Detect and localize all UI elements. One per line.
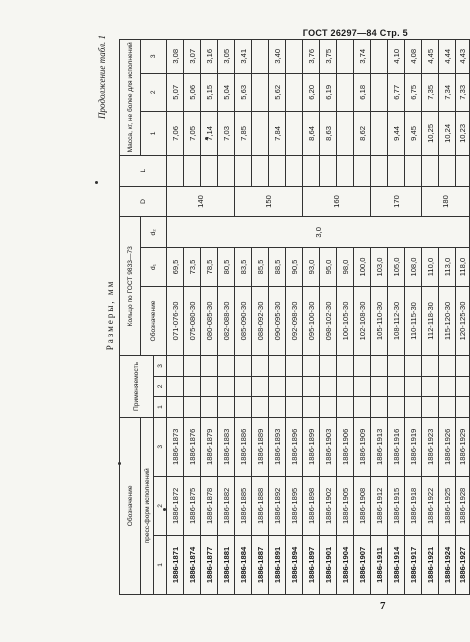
- designation-3: 1886-1893: [269, 417, 286, 476]
- col-L: L: [120, 155, 167, 186]
- ring-d1: 118,0: [456, 248, 470, 287]
- col-num-3: 3: [154, 417, 167, 476]
- mass-1: [286, 112, 303, 156]
- col-app-1: 1: [154, 397, 167, 418]
- mass-3: 4,43: [456, 40, 470, 74]
- designation-1: 1886-1904: [337, 535, 354, 594]
- diameter-D: 150: [235, 186, 303, 217]
- designation-2: 1886-1905: [337, 476, 354, 535]
- mass-3: 3,74: [354, 40, 371, 74]
- applicability-1: [252, 397, 269, 418]
- ring-d1: 80,5: [218, 248, 235, 287]
- designation-3: 1886-1913: [371, 417, 388, 476]
- mass-3: 4,10: [388, 40, 405, 74]
- designation-1: 1886-1897: [303, 535, 320, 594]
- applicability-1: [320, 397, 337, 418]
- designation-2: 1886-1928: [456, 476, 470, 535]
- mass-1: [252, 112, 269, 156]
- ring-designation: 098-102-30: [320, 286, 337, 355]
- applicability-1: [286, 397, 303, 418]
- table-continuation-label: Продолжение табл. 1: [97, 35, 107, 119]
- mass-2: [371, 73, 388, 112]
- mass-3: 3,07: [184, 40, 201, 74]
- applicability-2: [422, 376, 439, 397]
- table-row: [456, 40, 470, 595]
- designation-1: 1886-1874: [184, 535, 201, 594]
- ring-d1: 88,5: [269, 248, 286, 287]
- designation-3: 1886-1929: [456, 417, 470, 476]
- applicability-2: [201, 376, 218, 397]
- designation-2: 1886-1902: [320, 476, 337, 535]
- col-applicability: Применяемость: [120, 356, 154, 418]
- mass-3: [371, 40, 388, 74]
- col-ring-standard: Кольцо по ГОСТ 9833—73: [120, 217, 141, 356]
- applicability-1: [371, 397, 388, 418]
- col-mass-3: 3: [141, 40, 167, 74]
- designation-2: 1886-1912: [371, 476, 388, 535]
- applicability-2: [354, 376, 371, 397]
- ring-d1: 103,0: [371, 248, 388, 287]
- col-ring-designation: Обозначение: [141, 286, 167, 355]
- page-number: 7: [380, 600, 386, 612]
- designation-1: 1886-1917: [405, 535, 422, 594]
- applicability-2: [167, 376, 184, 397]
- table-row: [167, 40, 184, 595]
- designation-1: 1886-1884: [235, 535, 252, 594]
- designation-3: 1886-1879: [201, 417, 218, 476]
- mass-1: 7,84: [269, 112, 286, 156]
- designation-1: 1886-1894: [286, 535, 303, 594]
- ring-d1: 98,0: [337, 248, 354, 287]
- diameter-D: 140: [167, 186, 235, 217]
- col-press-forms: пресс-форм исполнений: [141, 417, 154, 594]
- ring-d1: 100,0: [354, 248, 371, 287]
- table-row: [405, 40, 422, 595]
- ring-designation: 102-108-30: [354, 286, 371, 355]
- ring-d1: 105,0: [388, 248, 405, 287]
- length-L: [456, 155, 470, 186]
- mass-3: 3,05: [218, 40, 235, 74]
- applicability-3: [167, 356, 184, 377]
- col-app-3: 3: [154, 356, 167, 377]
- table-row: [286, 40, 303, 595]
- length-L: [405, 155, 422, 186]
- ring-designation: 095-100-30: [303, 286, 320, 355]
- ring-designation: 120-125-30: [456, 286, 470, 355]
- ring-d1: 78,5: [201, 248, 218, 287]
- applicability-2: [269, 376, 286, 397]
- applicability-2: [439, 376, 456, 397]
- mass-3: 3,16: [201, 40, 218, 74]
- col-num-1: 1: [154, 535, 167, 594]
- mass-2: [286, 73, 303, 112]
- mass-1: 7,03: [218, 112, 235, 156]
- mass-3: [252, 40, 269, 74]
- length-L: [269, 155, 286, 186]
- mass-1: 7,05: [184, 112, 201, 156]
- mass-2: 6,18: [354, 73, 371, 112]
- applicability-3: [218, 356, 235, 377]
- designation-3: 1886-1916: [388, 417, 405, 476]
- ring-d1: 85,5: [252, 248, 269, 287]
- designation-2: 1886-1908: [354, 476, 371, 535]
- designation-2: 1886-1915: [388, 476, 405, 535]
- designation-2: 1886-1922: [422, 476, 439, 535]
- mass-1: 8,64: [303, 112, 320, 156]
- ring-designation: 080-085-30: [201, 286, 218, 355]
- applicability-3: [269, 356, 286, 377]
- applicability-2: [184, 376, 201, 397]
- ring-designation: 105-110-30: [371, 286, 388, 355]
- ring-d2: 3,0: [167, 217, 470, 248]
- ring-designation: 092-098-30: [286, 286, 303, 355]
- applicability-2: [337, 376, 354, 397]
- length-L: [422, 155, 439, 186]
- col-app-2: 2: [154, 376, 167, 397]
- mass-1: 8,62: [354, 112, 371, 156]
- length-L: [337, 155, 354, 186]
- ring-d1: 73,5: [184, 248, 201, 287]
- table-title: Размеры, мм: [105, 279, 115, 351]
- designation-1: 1886-1911: [371, 535, 388, 594]
- designation-2: 1886-1882: [218, 476, 235, 535]
- applicability-1: [235, 397, 252, 418]
- designation-2: 1886-1895: [286, 476, 303, 535]
- designation-2: 1886-1925: [439, 476, 456, 535]
- table-row: [320, 40, 337, 595]
- designation-3: 1886-1926: [439, 417, 456, 476]
- mass-2: 5,07: [167, 73, 184, 112]
- designation-3: 1886-1909: [354, 417, 371, 476]
- table-row: [371, 40, 388, 595]
- length-L: [371, 155, 388, 186]
- ring-d1: 93,0: [303, 248, 320, 287]
- applicability-1: [456, 397, 470, 418]
- ring-designation: 112-118-30: [422, 286, 439, 355]
- mass-2: 7,35: [422, 73, 439, 112]
- mass-2: 5,06: [184, 73, 201, 112]
- ring-designation: 071-076-30: [167, 286, 184, 355]
- ring-d1: 90,5: [286, 248, 303, 287]
- ring-designation: 085-090-30: [235, 286, 252, 355]
- rotated-table-block: [97, 35, 467, 595]
- mass-3: 3,08: [167, 40, 184, 74]
- ring-designation: 110-115-30: [405, 286, 422, 355]
- mass-2: 5,63: [235, 73, 252, 112]
- designation-3: 1886-1903: [320, 417, 337, 476]
- designation-1: 1886-1907: [354, 535, 371, 594]
- mass-3: 3,41: [235, 40, 252, 74]
- applicability-3: [320, 356, 337, 377]
- applicability-3: [235, 356, 252, 377]
- applicability-3: [184, 356, 201, 377]
- designation-3: 1886-1899: [303, 417, 320, 476]
- applicability-2: [252, 376, 269, 397]
- ring-designation: 088-092-30: [252, 286, 269, 355]
- applicability-1: [388, 397, 405, 418]
- length-L: [235, 155, 252, 186]
- mass-2: 6,77: [388, 73, 405, 112]
- applicability-1: [337, 397, 354, 418]
- designation-3: 1886-1906: [337, 417, 354, 476]
- mass-2: 5,04: [218, 73, 235, 112]
- length-L: [201, 155, 218, 186]
- page-header: ГОСТ 26297—84 Стр. 5: [302, 28, 408, 38]
- applicability-3: [201, 356, 218, 377]
- table-row: [439, 40, 456, 595]
- applicability-3: [405, 356, 422, 377]
- col-mass-1: 1: [141, 112, 167, 156]
- dimensions-table: [119, 39, 470, 595]
- designation-3: 1886-1873: [167, 417, 184, 476]
- table-row: [184, 40, 201, 595]
- applicability-1: [303, 397, 320, 418]
- applicability-1: [439, 397, 456, 418]
- mass-3: [337, 40, 354, 74]
- ring-d1: 95,0: [320, 248, 337, 287]
- mass-2: 6,19: [320, 73, 337, 112]
- table-row: [269, 40, 286, 595]
- diameter-D: 180: [422, 186, 470, 217]
- table-body: [167, 40, 470, 595]
- mass-1: 9,45: [405, 112, 422, 156]
- mass-1: 7,85: [235, 112, 252, 156]
- mass-3: 4,44: [439, 40, 456, 74]
- designation-1: 1886-1891: [269, 535, 286, 594]
- mass-1: [371, 112, 388, 156]
- ring-designation: 100-105-30: [337, 286, 354, 355]
- designation-3: 1886-1889: [252, 417, 269, 476]
- table-row: [337, 40, 354, 595]
- table-row: [388, 40, 405, 595]
- mass-1: 7,14: [201, 112, 218, 156]
- length-L: [218, 155, 235, 186]
- mass-2: 6,20: [303, 73, 320, 112]
- col-d2: d₂: [141, 217, 167, 248]
- applicability-1: [269, 397, 286, 418]
- mass-2: [337, 73, 354, 112]
- length-L: [354, 155, 371, 186]
- designation-1: 1886-1914: [388, 535, 405, 594]
- applicability-1: [422, 397, 439, 418]
- mass-2: 7,33: [456, 73, 470, 112]
- table-row: [422, 40, 439, 595]
- col-designation: Обозначение: [120, 417, 141, 594]
- applicability-3: [439, 356, 456, 377]
- applicability-3: [422, 356, 439, 377]
- table-row: [235, 40, 252, 595]
- ring-designation: 082-088-30: [218, 286, 235, 355]
- applicability-2: [388, 376, 405, 397]
- length-L: [439, 155, 456, 186]
- length-L: [167, 155, 184, 186]
- designation-3: 1886-1883: [218, 417, 235, 476]
- designation-1: 1886-1871: [167, 535, 184, 594]
- ring-d1: 113,0: [439, 248, 456, 287]
- designation-1: 1886-1921: [422, 535, 439, 594]
- length-L: [184, 155, 201, 186]
- mass-1: 8,63: [320, 112, 337, 156]
- applicability-2: [303, 376, 320, 397]
- applicability-1: [167, 397, 184, 418]
- col-D: D: [120, 186, 167, 217]
- mass-2: 5,15: [201, 73, 218, 112]
- designation-3: 1886-1876: [184, 417, 201, 476]
- ring-designation: 108-112-30: [388, 286, 405, 355]
- designation-1: 1886-1877: [201, 535, 218, 594]
- designation-1: 1886-1887: [252, 535, 269, 594]
- designation-2: 1886-1875: [184, 476, 201, 535]
- col-num-2: 2: [154, 476, 167, 535]
- applicability-3: [303, 356, 320, 377]
- mass-2: 7,34: [439, 73, 456, 112]
- mass-3: 4,08: [405, 40, 422, 74]
- applicability-2: [235, 376, 252, 397]
- length-L: [320, 155, 337, 186]
- mass-1: 10,23: [456, 112, 470, 156]
- col-mass-2: 2: [141, 73, 167, 112]
- designation-2: 1886-1888: [252, 476, 269, 535]
- col-mass: Масса, кг, не более для исполнений: [120, 40, 141, 156]
- applicability-2: [286, 376, 303, 397]
- designation-1: 1886-1901: [320, 535, 337, 594]
- mass-3: [286, 40, 303, 74]
- table-row: [252, 40, 269, 595]
- ring-d1: 69,5: [167, 248, 184, 287]
- applicability-2: [405, 376, 422, 397]
- applicability-3: [337, 356, 354, 377]
- designation-2: 1886-1872: [167, 476, 184, 535]
- applicability-3: [354, 356, 371, 377]
- mass-3: 3,75: [320, 40, 337, 74]
- length-L: [286, 155, 303, 186]
- table-row: [201, 40, 218, 595]
- ring-designation: 075-080-30: [184, 286, 201, 355]
- mass-3: 3,76: [303, 40, 320, 74]
- designation-3: 1886-1919: [405, 417, 422, 476]
- mass-3: 4,45: [422, 40, 439, 74]
- designation-2: 1886-1878: [201, 476, 218, 535]
- designation-1: 1886-1881: [218, 535, 235, 594]
- mass-2: 5,62: [269, 73, 286, 112]
- applicability-2: [218, 376, 235, 397]
- table-row: [354, 40, 371, 595]
- mass-3: 3,40: [269, 40, 286, 74]
- applicability-1: [201, 397, 218, 418]
- length-L: [252, 155, 269, 186]
- applicability-1: [184, 397, 201, 418]
- mass-1: 7,06: [167, 112, 184, 156]
- col-d1: d₁: [141, 248, 167, 287]
- designation-3: 1886-1886: [235, 417, 252, 476]
- applicability-2: [320, 376, 337, 397]
- table-row: [303, 40, 320, 595]
- ring-designation: 115-120-30: [439, 286, 456, 355]
- ring-d1: 83,5: [235, 248, 252, 287]
- diameter-D: 160: [303, 186, 371, 217]
- scan-speck: [95, 181, 98, 184]
- mass-1: 10,24: [439, 112, 456, 156]
- ring-d1: 110,0: [422, 248, 439, 287]
- designation-1: 1886-1924: [439, 535, 456, 594]
- designation-2: 1886-1885: [235, 476, 252, 535]
- diameter-D: 170: [371, 186, 422, 217]
- applicability-3: [456, 356, 470, 377]
- ring-d1: 108,0: [405, 248, 422, 287]
- designation-2: 1886-1892: [269, 476, 286, 535]
- designation-3: 1886-1896: [286, 417, 303, 476]
- applicability-2: [371, 376, 388, 397]
- applicability-2: [456, 376, 470, 397]
- applicability-1: [405, 397, 422, 418]
- mass-1: 10,25: [422, 112, 439, 156]
- length-L: [388, 155, 405, 186]
- table-row: [218, 40, 235, 595]
- designation-3: 1886-1923: [422, 417, 439, 476]
- applicability-1: [218, 397, 235, 418]
- applicability-3: [286, 356, 303, 377]
- applicability-3: [388, 356, 405, 377]
- designation-2: 1886-1918: [405, 476, 422, 535]
- applicability-1: [354, 397, 371, 418]
- applicability-3: [371, 356, 388, 377]
- mass-1: [337, 112, 354, 156]
- designation-2: 1886-1898: [303, 476, 320, 535]
- mass-2: 6,75: [405, 73, 422, 112]
- designation-1: 1886-1927: [456, 535, 470, 594]
- length-L: [303, 155, 320, 186]
- mass-2: [252, 73, 269, 112]
- ring-designation: 090-095-30: [269, 286, 286, 355]
- mass-1: 9,44: [388, 112, 405, 156]
- applicability-3: [252, 356, 269, 377]
